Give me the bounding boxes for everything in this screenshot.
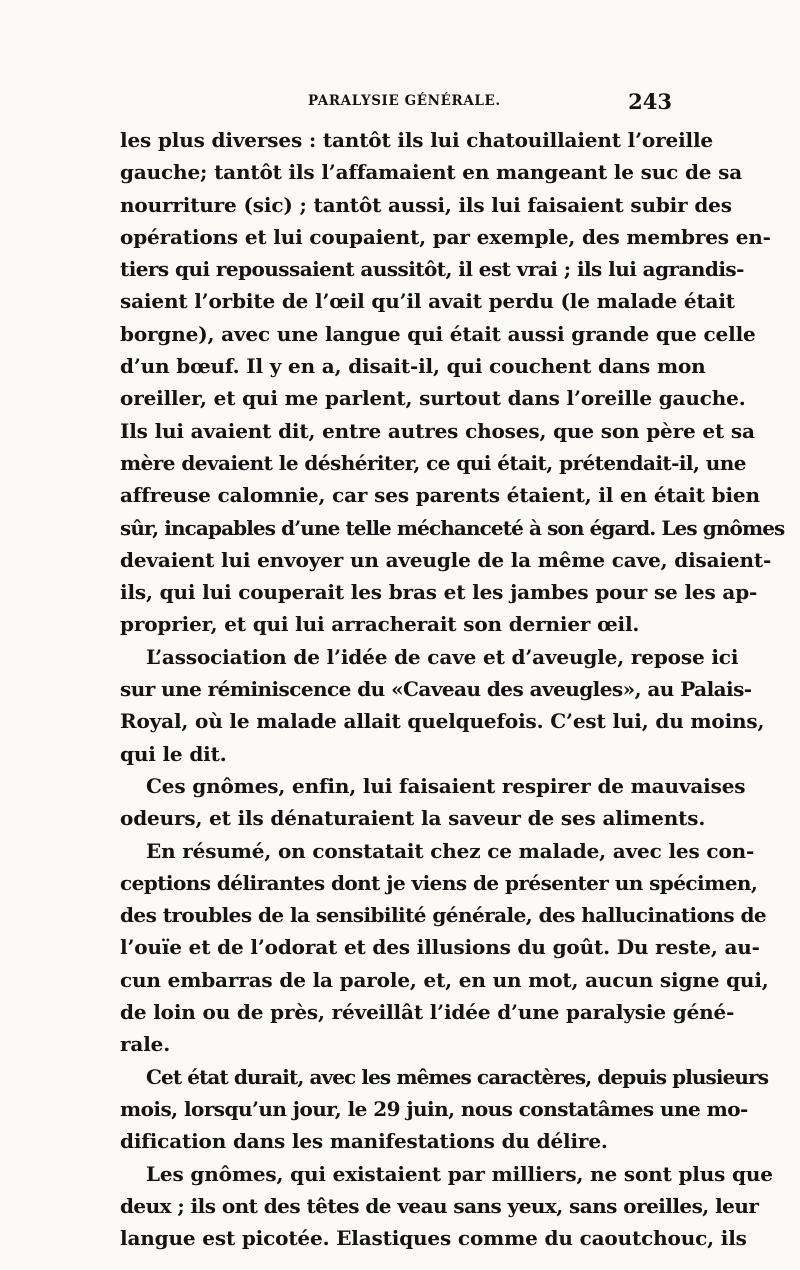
text-line: Royal, où le malade allait quelquefois. C’est lui, du moins, [120,709,765,734]
text-line: opérations et lui coupaient, par exemple, des membres en- [120,224,771,249]
text-line: l’ouïe et de l’odorat et des illusions du goût. Du reste, au- [120,935,760,960]
text-line: proprier, et qui lui arracherait son dernier œil. [120,612,640,637]
text-line: sur une réminiscence du «Caveau des aveugles», au Palais- [120,677,752,702]
text-line: Les gnômes, qui existaient par milliers, ne sont plus que [146,1161,773,1186]
body-text [120,124,785,1254]
text-line: Ils lui avaient dit, entre autres choses, que son père et sa [120,418,755,443]
text-line: rale. [120,1032,171,1057]
text-line: ils, qui lui couperait les bras et les jambes pour se les ap- [120,580,758,605]
running-title: PARALYSIE GÉNÉRALE. [308,93,501,109]
text-line: des troubles de la sensibilité générale, des hallucinations de [120,903,767,928]
text-line: cun embarras de la parole, et, en un mot, aucun signe qui, [120,967,769,992]
text-line: deux ; ils ont des têtes de veau sans yeux, sans oreilles, leur [120,1193,759,1218]
text-line: de loin ou de près, réveillât l’idée d’une paralysie géné- [120,1000,735,1025]
running-header [0,89,800,115]
text-line: tiers qui repoussaient aussitôt, il est vrai ; ils lui agrandis- [120,257,744,282]
text-line: mois, lorsqu’un jour, le 29 juin, nous constatâmes une mo- [120,1096,748,1121]
text-line: oreiller, et qui me parlent, surtout dans l’oreille gauche. [120,386,746,411]
text-line: qui le dit. [120,741,227,766]
text-line: L’association de l’idée de cave et d’aveugle, repose ici [146,644,739,669]
text-line: sûr, incapables d’une telle méchanceté à son égard. Les gnômes [120,515,785,540]
text-line: devaient lui envoyer un aveugle de la même cave, disaient- [120,547,772,572]
text-line: gauche; tantôt ils l’affamaient en mangeant le suc de sa [120,160,743,185]
text-line: Cet état durait, avec les mêmes caractères, depuis plusieurs [146,1064,769,1089]
text-line: dification dans les manifestations du délire. [120,1129,608,1154]
text-line: borgne), avec une langue qui était aussi grande que celle [120,321,756,346]
text-line: Ces gnômes, enfin, lui faisaient respirer de mauvaises [146,773,746,798]
page-number: 243 [628,89,672,114]
text-line: affreuse calomnie, car ses parents étaient, il en était bien [120,483,760,508]
text-line: d’un bœuf. Il y en a, disait-il, qui couchent dans mon [120,354,706,379]
text-line: les plus diverses : tantôt ils lui chatouillaient l’oreille [120,128,713,152]
text-line: langue est picotée. Elastiques comme du caoutchouc, ils [120,1226,747,1251]
text-line: ceptions délirantes dont je viens de présenter un spécimen, [120,870,758,895]
text-line: odeurs, et ils dénaturaient la saveur de ses aliments. [120,806,706,831]
text-line: nourriture (sic) ; tantôt aussi, ils lui faisaient subir des [120,192,732,217]
text-line: mère devaient le déshériter, ce qui était, prétendait-il, une [120,450,746,475]
text-line: saient l’orbite de l’œil qu’il avait perdu (le malade était [120,289,735,314]
text-line: En résumé, on constatait chez ce malade, avec les con- [146,838,755,863]
